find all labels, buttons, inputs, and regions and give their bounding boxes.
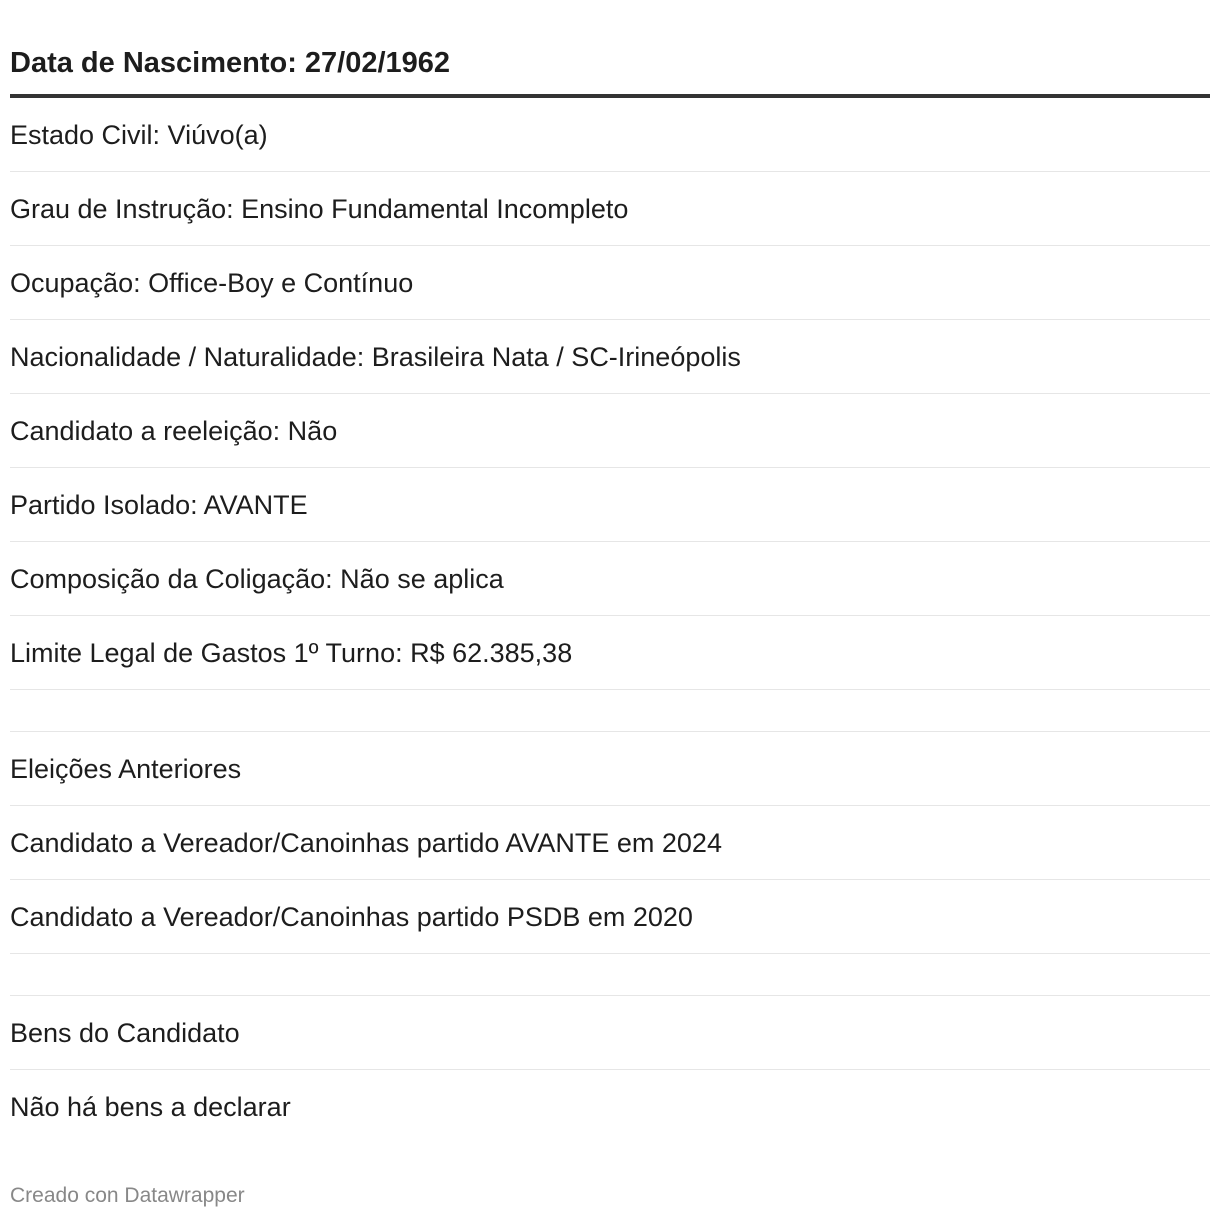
table-row-previous-elections-heading: Eleições Anteriores xyxy=(10,732,1210,806)
table-row-assets-value: Não há bens a declarar xyxy=(10,1092,291,1122)
table-row-spending-limit: Limite Legal de Gastos 1º Turno: R$ 62.385,38 xyxy=(10,616,1210,690)
table-row-reelection: Candidato a reeleição: Não xyxy=(10,394,1210,468)
table-row-assets-heading: Bens do Candidato xyxy=(10,996,1210,1070)
table-row-previous-election-2020: Candidato a Vereador/Canoinhas partido PSDB em 2020 xyxy=(10,880,1210,954)
table-header: Data de Nascimento: 27/02/1962 xyxy=(10,26,1210,98)
table-row-spacer xyxy=(10,690,1210,732)
table-row-occupation: Ocupação: Office-Boy e Contínuo xyxy=(10,246,1210,320)
table-row-nationality: Nacionalidade / Naturalidade: Brasileira Nata / SC-Irineópolis xyxy=(10,320,1210,394)
table-row-coalition: Composição da Coligação: Não se aplica xyxy=(10,542,1210,616)
table-row-civil-status: Estado Civil: Viúvo(a) xyxy=(10,98,1210,172)
table-row-previous-election-2024: Candidato a Vereador/Canoinhas partido AVANTE em 2024 xyxy=(10,806,1210,880)
table-row-education: Grau de Instrução: Ensino Fundamental Incompleto xyxy=(10,172,1210,246)
candidate-info-table xyxy=(10,26,1210,1144)
table-row-party: Partido Isolado: AVANTE xyxy=(10,468,1210,542)
table-row-spacer xyxy=(10,954,1210,996)
datawrapper-credit-link[interactable]: Creado con Datawrapper xyxy=(10,1184,245,1207)
